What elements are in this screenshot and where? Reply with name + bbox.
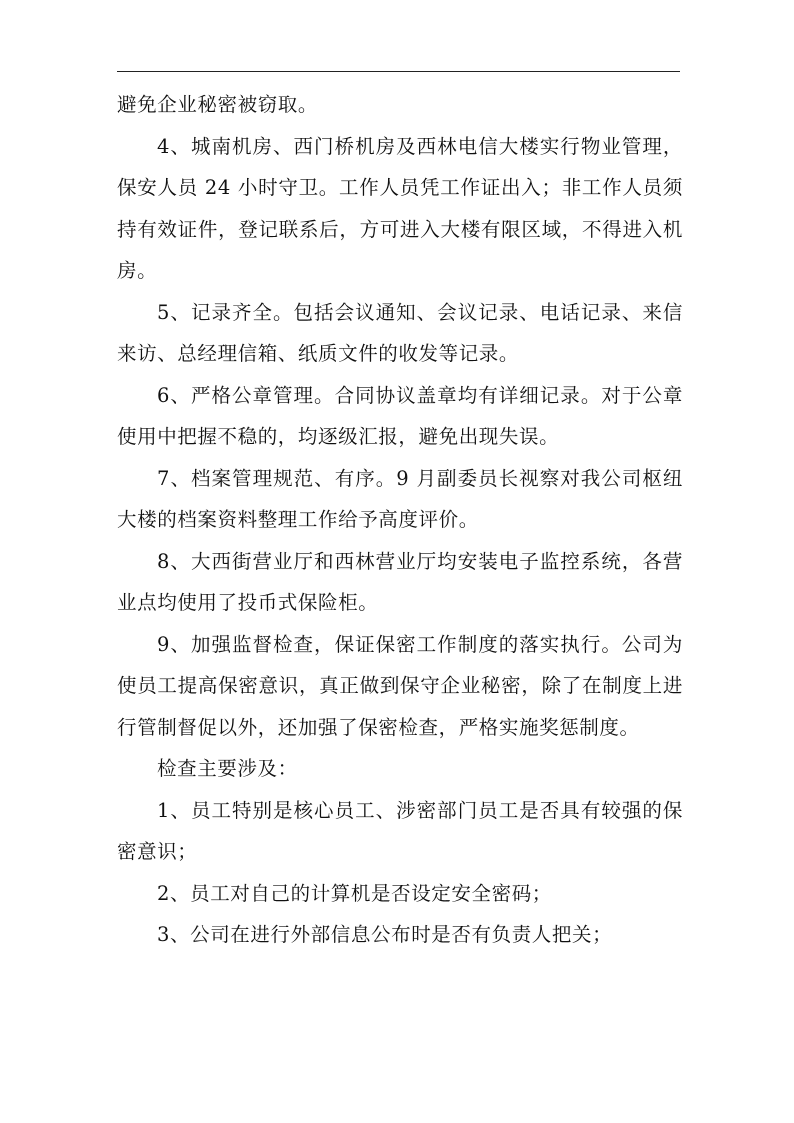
paragraph: 3、公司在进行外部信息公布时是否有负责人把关； — [157, 923, 613, 946]
paragraph: 2、员工对自己的计算机是否设定安全密码； — [157, 881, 552, 905]
document-body — [117, 84, 683, 956]
paragraph: 检查主要涉及： — [157, 757, 298, 780]
paragraph: 8、大西街营业厅和西林营业厅均安装电子监控系统，各营业点均使用了投币式保险柜。 — [117, 549, 683, 614]
paragraph: 5、记录齐全。包括会议通知、会议记录、电话记录、来信来访、总经理信箱、纸质文件的收发等记录。 — [117, 300, 683, 365]
paragraph: 4、城南机房、西门桥机房及西林电信大楼实行物业管理，保安人员 24 小时守卫。工作人员凭工作证出入；非工作人员须持有效证件，登记联系后，方可进入大楼有限区域，不得进入机房。 — [117, 134, 683, 282]
paragraph: 9、加强监督检查，保证保密工作制度的落实执行。公司为使员工提高保密意识，真正做到保守企业秘密，除了在制度上进行管制督促以外，还加强了保密检查，严格实施奖惩制度。 — [117, 632, 683, 739]
paragraph: 7、档案管理规范、有序。9 月副委员长视察对我公司枢纽大楼的档案资料整理工作给予高度评价。 — [117, 466, 683, 531]
paragraph: 1、员工特别是核心员工、涉密部门员工是否具有较强的保密意识； — [117, 798, 683, 863]
header-rule — [117, 71, 680, 72]
paragraph: 6、严格公章管理。合同协议盖章均有详细记录。对于公章使用中把握不稳的，均逐级汇报，避免出现失误。 — [117, 383, 683, 448]
paragraph: 避免企业秘密被窃取。 — [117, 93, 319, 116]
